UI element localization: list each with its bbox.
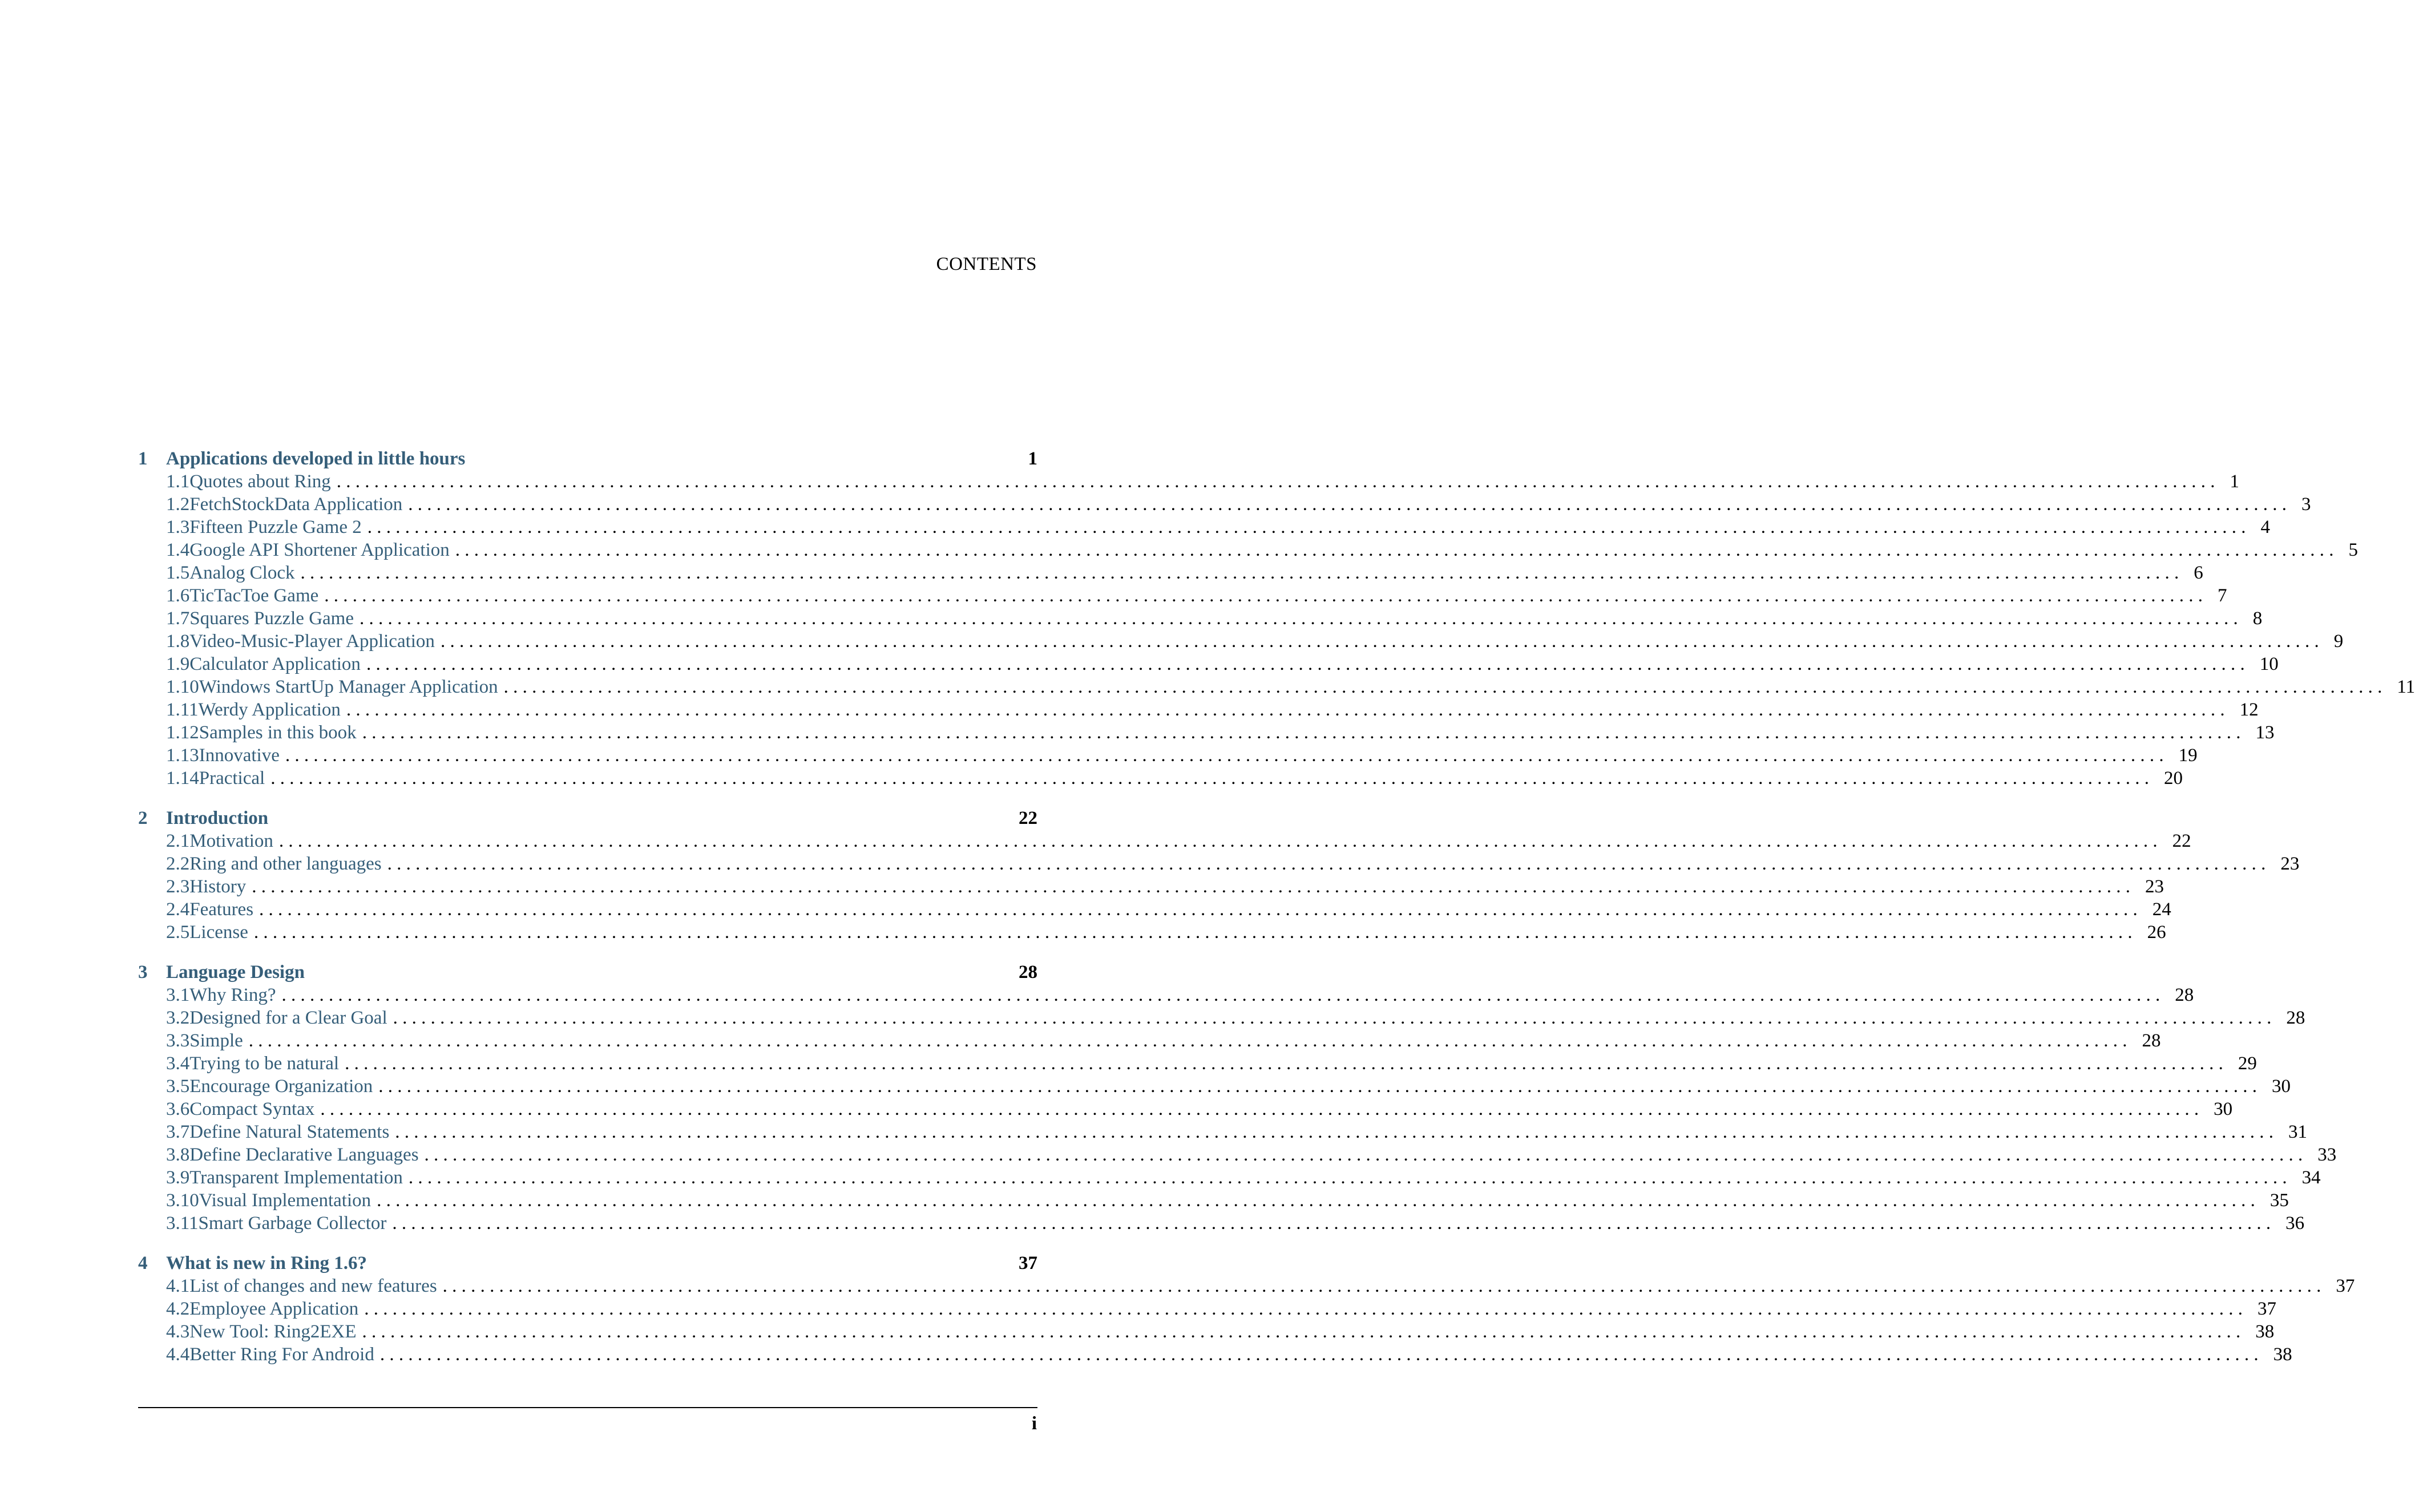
toc-chapter [138, 962, 2337, 1236]
chapter-number: 1 [138, 448, 148, 469]
section-number: 2.2 [166, 854, 190, 874]
toc-section-link[interactable] [138, 922, 2166, 945]
section-page: 8 [2252, 608, 2263, 629]
section-number: 1.6 [166, 585, 190, 606]
dot-leader: . . . . . . . . . . . . . . . . . . . . . . . . . . . . . . . . . . . . . . . . . . . . . . . . . . . . . . . . . . . . . . . . . . . . . . . . . . . . . . . . . . . . . . . . . . . . . . . . . . . . . . . . . . . . . . . . . . . . . . . . . . . . . . . . . . . . . . . . . . . . . . . . . . . . . . . . . . . . . . . . . . . . . . . . . . . . . . . . . . . . . . . . . . . . . . . . . . . . . . . . [345, 1053, 2223, 1074]
chapter-page: 22 [1019, 808, 1037, 828]
section-page: 30 [2272, 1076, 2291, 1097]
chapter-number: 2 [138, 808, 148, 828]
dot-leader: . . . . . . . . . . . . . . . . . . . . . . . . . . . . . . . . . . . . . . . . . . . . . . . . . . . . . . . . . . . . . . . . . . . . . . . . . . . . . . . . . . . . . . . . . . . . . . . . . . . . . . . . . . . . . . . . . . . . . . . . . . . . . . . . . . . . . . . . . . . . . . . . . . . . . . . . . . . . . . . . . . . . . . . . . . . . . . . . . . . . . . . . . . . . . . . . . . . . . . . . [392, 1213, 2271, 1234]
section-title: History [189, 876, 247, 897]
section-title: Innovative [199, 745, 280, 766]
toc-chapter-link[interactable] [138, 448, 1037, 471]
dot-leader: . . . . . . . . . . . . . . . . . . . . . . . . . . . . . . . . . . . . . . . . . . . . . . . . . . . . . . . . . . . . . . . . . . . . . . . . . . . . . . . . . . . . . . . . . . . . . . . . . . . . . . . . . . . . . . . . . . . . . . . . . . . . . . . . . . . . . . . . . . . . . . . . . . . . . . . . . . . . . . . . . . . . . . . . . . . . . . . . . . . . . . . . . . . . . . . . . . . . . . . . [395, 1122, 2274, 1142]
toc-section-link[interactable] [138, 1145, 2337, 1167]
toc-section-link[interactable] [138, 563, 2203, 585]
dot-leader: . . . . . . . . . . . . . . . . . . . . . . . . . . . . . . . . . . . . . . . . . . . . . . . . . . . . . . . . . . . . . . . . . . . . . . . . . . . . . . . . . . . . . . . . . . . . . . . . . . . . . . . . . . . . . . . . . . . . . . . . . . . . . . . . . . . . . . . . . . . . . . . . . . . . . . . . . . . . . . . . . . . . . . . . . . . . . . . . . . . . . . . . . . . . . . . . . . . . . . . . [281, 985, 2160, 1005]
section-number: 1.12 [166, 722, 199, 743]
section-title: Define Natural Statements [189, 1122, 390, 1142]
toc-section-link[interactable] [138, 494, 2311, 517]
dot-leader: . . . . . . . . . . . . . . . . . . . . . . . . . . . . . . . . . . . . . . . . . . . . . . . . . . . . . . . . . . . . . . . . . . . . . . . . . . . . . . . . . . . . . . . . . . . . . . . . . . . . . . . . . . . . . . . . . . . . . . . . . . . . . . . . . . . . . . . . . . . . . . . . . . . . . . . . . . . . . . . . . . . . . . . . . . . . . . . . . . . . . . . . . . . . . . . . . . . . . . . . [320, 1099, 2199, 1119]
section-title: Designed for a Clear Goal [189, 1008, 387, 1028]
section-page: 24 [2152, 899, 2171, 920]
toc-section-link[interactable] [138, 700, 2259, 722]
section-page: 37 [2336, 1276, 2355, 1296]
section-number: 1.2 [166, 494, 190, 515]
section-page: 31 [2288, 1122, 2308, 1142]
section-number: 3.8 [166, 1145, 190, 1165]
dot-leader: . . . . . . . . . . . . . . . . . . . . . . . . . . . . . . . . . . . . . . . . . . . . . . . . . . . . . . . . . . . . . . . . . . . . . . . . . . . . . . . . . . . . . . . . . . . . . . . . . . . . . . . . . . . . . . . . . . . . . . . . . . . . . . . . . . . . . . . . . . . . . . . . . . . . . . . . . . . . . . . . . . . . . . . . . . . . . . . . . . . . . . . . . . . . . . . . . . . . . . . . [408, 494, 2287, 515]
section-number: 1.10 [166, 677, 199, 697]
section-number: 2.4 [166, 899, 190, 920]
toc-section-link[interactable] [138, 1167, 2321, 1190]
toc-section-link[interactable] [138, 899, 2171, 922]
dot-leader: . . . . . . . . . . . . . . . . . . . . . . . . . . . . . . . . . . . . . . . . . . . . . . . . . . . . . . . . . . . . . . . . . . . . . . . . . . . . . . . . . . . . . . . . . . . . . . . . . . . . . . . . . . . . . . . . . . . . . . . . . . . . . . . . . . . . . . . . . . . . . . . . . . . . . . . . . . . . . . . . . . . . . . . . . . . . . . . . . . . . . . . . . . . . . . . . . . . . . . . . [378, 1076, 2258, 1097]
section-number: 3.1 [166, 985, 190, 1005]
toc-section-link[interactable] [138, 722, 2275, 745]
section-page: 33 [2317, 1145, 2337, 1165]
toc-section-link[interactable] [138, 1213, 2305, 1236]
section-title: Better Ring For Android [189, 1344, 374, 1365]
toc-chapter [138, 808, 2300, 945]
chapter-page: 1 [1028, 448, 1037, 469]
section-title: Motivation [189, 831, 273, 851]
toc-section-link[interactable] [138, 517, 2270, 540]
toc-chapter-link[interactable] [138, 962, 1037, 985]
dot-leader: . . . . . . . . . . . . . . . . . . . . . . . . . . . . . . . . . . . . . . . . . . . . . . . . . . . . . . . . . . . . . . . . . . . . . . . . . . . . . . . . . . . . . . . . . . . . . . . . . . . . . . . . . . . . . . . . . . . . . . . . . . . . . . . . . . . . . . . . . . . . . . . . . . . . . . . . . . . . . . . . . . . . . . . . . . . . . . . . . . . . . . . . . . . . . . . . . . . . . . . . [360, 608, 2238, 629]
footer-rule [138, 1407, 1037, 1408]
section-number: 3.2 [166, 1008, 190, 1028]
chapter-title: What is new in Ring 1.6? [166, 1253, 368, 1274]
section-title: Encourage Organization [189, 1076, 373, 1097]
toc-section-link[interactable] [138, 854, 2300, 876]
dot-leader: . . . . . . . . . . . . . . . . . . . . . . . . . . . . . . . . . . . . . . . . . . . . . . . . . . . . . . . . . . . . . . . . . . . . . . . . . . . . . . . . . . . . . . . . . . . . . . . . . . . . . . . . . . . . . . . . . . . . . . . . . . . . . . . . . . . . . . . . . . . . . . . . . . . . . . . . . . . . . . . . . . . . . . . . . . . . . . . . . . . . . . . . . . . . . . . . . . . . . . . . [300, 563, 2179, 583]
section-page: 6 [2194, 563, 2203, 583]
dot-leader: . . . . . . . . . . . . . . . . . . . . . . . . . . . . . . . . . . . . . . . . . . . . . . . . . . . . . . . . . . . . . . . . . . . . . . . . . . . . . . . . . . . . . . . . . . . . . . . . . . . . . . . . . . . . . . . . . . . . . . . . . . . . . . . . . . . . . . . . . . . . . . . . . . . . . . . . . . . . . . . . . . . . . . . . . . . . . . . . . . . . . . . . . . . . . . . . . . . . . . . . [253, 922, 2133, 943]
dot-leader: . . . . . . . . . . . . . . . . . . . . . . . . . . . . . . . . . . . . . . . . . . . . . . . . . . . . . . . . . . . . . . . . . . . . . . . . . . . . . . . . . . . . . . . . . . . . . . . . . . . . . . . . . . . . . . . . . . . . . . . . . . . . . . . . . . . . . . . . . . . . . . . . . . . . . . . . . . . . . . . . . . . . . . . . . . . . . . . . . . . . . . . . . . . . . . . . . . . . . . . . [362, 1321, 2241, 1342]
toc-chapter-link[interactable] [138, 808, 1037, 831]
section-title: Smart Garbage Collector [198, 1213, 387, 1234]
section-title: Simple [189, 1030, 243, 1051]
section-number: 4.4 [166, 1344, 190, 1365]
section-number: 1.3 [166, 517, 190, 537]
toc-section-link[interactable] [138, 1053, 2257, 1076]
section-page: 11 [2397, 677, 2415, 697]
toc-chapter-link[interactable] [138, 1253, 1037, 1276]
dot-leader: . . . . . . . . . . . . . . . . . . . . . . . . . . . . . . . . . . . . . . . . . . . . . . . . . . . . . . . . . . . . . . . . . . . . . . . . . . . . . . . . . . . . . . . . . . . . . . . . . . . . . . . . . . . . . . . . . . . . . . . . . . . . . . . . . . . . . . . . . . . . . . . . . . . . . . . . . . . . . . . . . . . . . . . . . . . . . . . . . . . . . . . . . . . . . . . . . . . . . . . . [364, 1299, 2243, 1319]
dot-leader: . . . . . . . . . . . . . . . . . . . . . . . . . . . . . . . . . . . . . . . . . . . . . . . . . . . . . . . . . . . . . . . . . . . . . . . . . . . . . . . . . . . . . . . . . . . . . . . . . . . . . . . . . . . . . . . . . . . . . . . . . . . . . . . . . . . . . . . . . . . . . . . . . . . . . . . . . . . . . . . . . . . . . . . . . . . . . . . . . . . . . . . . . . . . . . . . . . . . . . . . [248, 1030, 2127, 1051]
section-page: 9 [2333, 631, 2344, 652]
section-title: FetchStockData Application [189, 494, 403, 515]
section-page: 35 [2269, 1190, 2289, 1211]
section-title: Video-Music-Player Application [189, 631, 435, 652]
section-title: Squares Puzzle Game [189, 608, 354, 629]
section-page: 28 [2286, 1008, 2305, 1028]
toc-section-link[interactable] [138, 1276, 2355, 1299]
toc-section-link[interactable] [138, 631, 2344, 654]
section-number: 1.4 [166, 540, 190, 560]
section-title: Werdy Application [198, 700, 341, 720]
section-number: 3.9 [166, 1167, 190, 1188]
section-page: 7 [2218, 585, 2227, 606]
section-number: 2.1 [166, 831, 190, 851]
section-page: 5 [2348, 540, 2359, 560]
section-number: 3.5 [166, 1076, 190, 1097]
toc-section-link[interactable] [138, 768, 2183, 791]
section-page: 10 [2259, 654, 2279, 674]
dot-leader: . . . . . . . . . . . . . . . . . . . . . . . . . . . . . . . . . . . . . . . . . . . . . . . . . . . . . . . . . . . . . . . . . . . . . . . . . . . . . . . . . . . . . . . . . . . . . . . . . . . . . . . . . . . . . . . . . . . . . . . . . . . . . . . . . . . . . . . . . . . . . . . . . . . . . . . . . . . . . . . . . . . . . . . . . . . . . . . . . . . . . . . . . . . . . . . . . . . . . . . . [503, 677, 2382, 697]
section-number: 1.9 [166, 654, 190, 674]
section-title: Compact Syntax [189, 1099, 315, 1119]
section-number: 1.7 [166, 608, 190, 629]
section-number: 1.13 [166, 745, 199, 766]
running-header: CONTENTS [936, 254, 1037, 274]
dot-leader: . . . . . . . . . . . . . . . . . . . . . . . . . . . . . . . . . . . . . . . . . . . . . . . . . . . . . . . . . . . . . . . . . . . . . . . . . . . . . . . . . . . . . . . . . . . . . . . . . . . . . . . . . . . . . . . . . . . . . . . . . . . . . . . . . . . . . . . . . . . . . . . . . . . . . . . . . . . . . . . . . . . . . . . . . . . . . . . . . . . . . . . . . . . . . . . . . . . . . . . . [366, 654, 2245, 674]
toc-section-link[interactable] [138, 1299, 2277, 1321]
section-title: Features [189, 899, 254, 920]
section-title: Employee Application [189, 1299, 359, 1319]
dot-leader: . . . . . . . . . . . . . . . . . . . . . . . . . . . . . . . . . . . . . . . . . . . . . . . . . . . . . . . . . . . . . . . . . . . . . . . . . . . . . . . . . . . . . . . . . . . . . . . . . . . . . . . . . . . . . . . . . . . . . . . . . . . . . . . . . . . . . . . . . . . . . . . . . . . . . . . . . . . . . . . . . . . . . . . . . . . . . . . . . . . . . . . . . . . . . . . . . . . . . . . . [393, 1008, 2272, 1028]
dot-leader: . . . . . . . . . . . . . . . . . . . . . . . . . . . . . . . . . . . . . . . . . . . . . . . . . . . . . . . . . . . . . . . . . . . . . . . . . . . . . . . . . . . . . . . . . . . . . . . . . . . . . . . . . . . . . . . . . . . . . . . . . . . . . . . . . . . . . . . . . . . . . . . . . . . . . . . . . . . . . . . . . . . . . . . . . . . . . . . . . . . . . . . . . . . . . . . . . . . . . . . . [362, 722, 2241, 743]
dot-leader: . . . . . . . . . . . . . . . . . . . . . . . . . . . . . . . . . . . . . . . . . . . . . . . . . . . . . . . . . . . . . . . . . . . . . . . . . . . . . . . . . . . . . . . . . . . . . . . . . . . . . . . . . . . . . . . . . . . . . . . . . . . . . . . . . . . . . . . . . . . . . . . . . . . . . . . . . . . . . . . . . . . . . . . . . . . . . . . . . . . . . . . . . . . . . . . . . . . . . . . . [442, 1276, 2321, 1296]
dot-leader: . . . . . . . . . . . . . . . . . . . . . . . . . . . . . . . . . . . . . . . . . . . . . . . . . . . . . . . . . . . . . . . . . . . . . . . . . . . . . . . . . . . . . . . . . . . . . . . . . . . . . . . . . . . . . . . . . . . . . . . . . . . . . . . . . . . . . . . . . . . . . . . . . . . . . . . . . . . . . . . . . . . . . . . . . . . . . . . . . . . . . . . . . . . . . . . . . . . . . . . . [285, 745, 2164, 766]
section-number: 4.1 [166, 1276, 190, 1296]
section-number: 2.3 [166, 876, 190, 897]
toc-section-link[interactable] [138, 1344, 2292, 1367]
section-page: 3 [2301, 494, 2311, 515]
toc-chapter [138, 1253, 2355, 1367]
section-title: TicTacToe Game [189, 585, 319, 606]
section-title: Transparent Implementation [189, 1167, 403, 1188]
section-page: 20 [2163, 768, 2183, 789]
dot-leader: . . . . . . . . . . . . . . . . . . . . . . . . . . . . . . . . . . . . . . . . . . . . . . . . . . . . . . . . . . . . . . . . . . . . . . . . . . . . . . . . . . . . . . . . . . . . . . . . . . . . . . . . . . . . . . . . . . . . . . . . . . . . . . . . . . . . . . . . . . . . . . . . . . . . . . . . . . . . . . . . . . . . . . . . . . . . . . . . . . . . . . . . . . . . . . . . . . . . . . . . [408, 1167, 2287, 1188]
toc-section-link[interactable] [138, 745, 2198, 768]
dot-leader: . . . . . . . . . . . . . . . . . . . . . . . . . . . . . . . . . . . . . . . . . . . . . . . . . . . . . . . . . . . . . . . . . . . . . . . . . . . . . . . . . . . . . . . . . . . . . . . . . . . . . . . . . . . . . . . . . . . . . . . . . . . . . . . . . . . . . . . . . . . . . . . . . . . . . . . . . . . . . . . . . . . . . . . . . . . . . . . . . . . . . . . . . . . . . . . . . . . . . . . . [387, 854, 2266, 874]
section-number: 3.7 [166, 1122, 190, 1142]
section-title: Samples in this book [199, 722, 357, 743]
section-title: Calculator Application [189, 654, 361, 674]
chapter-number: 3 [138, 962, 148, 983]
section-number: 1.11 [166, 700, 199, 720]
page-number: i [1031, 1413, 1037, 1434]
toc-section-link[interactable] [138, 1076, 2291, 1099]
dot-leader: . . . . . . . . . . . . . . . . . . . . . . . . . . . . . . . . . . . . . . . . . . . . . . . . . . . . . . . . . . . . . . . . . . . . . . . . . . . . . . . . . . . . . . . . . . . . . . . . . . . . . . . . . . . . . . . . . . . . . . . . . . . . . . . . . . . . . . . . . . . . . . . . . . . . . . . . . . . . . . . . . . . . . . . . . . . . . . . . . . . . . . . . . . . . . . . . . . . . . . . . [346, 700, 2225, 720]
section-title: List of changes and new features [189, 1276, 437, 1296]
section-page: 37 [2258, 1299, 2277, 1319]
section-page: 22 [2172, 831, 2191, 851]
section-title: Ring and other languages [189, 854, 382, 874]
section-number: 3.10 [166, 1190, 199, 1211]
toc-section-link[interactable] [138, 608, 2263, 631]
section-page: 30 [2214, 1099, 2233, 1119]
toc-section-link[interactable] [138, 1008, 2305, 1030]
toc-section-link[interactable] [138, 471, 2239, 494]
dot-leader: . . . . . . . . . . . . . . . . . . . . . . . . . . . . . . . . . . . . . . . . . . . . . . . . . . . . . . . . . . . . . . . . . . . . . . . . . . . . . . . . . . . . . . . . . . . . . . . . . . . . . . . . . . . . . . . . . . . . . . . . . . . . . . . . . . . . . . . . . . . . . . . . . . . . . . . . . . . . . . . . . . . . . . . . . . . . . . . . . . . . . . . . . . . . . . . . . . . . . . . . [270, 768, 2149, 789]
section-page: 23 [2145, 876, 2164, 897]
section-title: Quotes about Ring [189, 471, 331, 492]
section-title: Practical [199, 768, 265, 789]
dot-leader: . . . . . . . . . . . . . . . . . . . . . . . . . . . . . . . . . . . . . . . . . . . . . . . . . . . . . . . . . . . . . . . . . . . . . . . . . . . . . . . . . . . . . . . . . . . . . . . . . . . . . . . . . . . . . . . . . . . . . . . . . . . . . . . . . . . . . . . . . . . . . . . . . . . . . . . . . . . . . . . . . . . . . . . . . . . . . . . . . . . . . . . . . . . . . . . . . . . . . . . . [440, 631, 2319, 652]
section-number: 3.6 [166, 1099, 190, 1119]
toc-section-link[interactable] [138, 1030, 2161, 1053]
dot-leader: . . . . . . . . . . . . . . . . . . . . . . . . . . . . . . . . . . . . . . . . . . . . . . . . . . . . . . . . . . . . . . . . . . . . . . . . . . . . . . . . . . . . . . . . . . . . . . . . . . . . . . . . . . . . . . . . . . . . . . . . . . . . . . . . . . . . . . . . . . . . . . . . . . . . . . . . . . . . . . . . . . . . . . . . . . . . . . . . . . . . . . . . . . . . . . . . . . . . . . . . [379, 1344, 2259, 1365]
section-page: 13 [2255, 722, 2275, 743]
chapter-title: Applications developed in little hours [166, 448, 466, 469]
toc-section-link[interactable] [138, 677, 2415, 700]
section-title: Define Declarative Languages [189, 1145, 419, 1165]
chapter-number: 4 [138, 1253, 148, 1274]
section-page: 28 [2175, 985, 2194, 1005]
section-number: 4.3 [166, 1321, 190, 1342]
section-number: 1.8 [166, 631, 190, 652]
toc-chapter [138, 448, 2415, 791]
dot-leader: . . . . . . . . . . . . . . . . . . . . . . . . . . . . . . . . . . . . . . . . . . . . . . . . . . . . . . . . . . . . . . . . . . . . . . . . . . . . . . . . . . . . . . . . . . . . . . . . . . . . . . . . . . . . . . . . . . . . . . . . . . . . . . . . . . . . . . . . . . . . . . . . . . . . . . . . . . . . . . . . . . . . . . . . . . . . . . . . . . . . . . . . . . . . . . . . . . . . . . . . [377, 1190, 2255, 1211]
dot-leader: . . . . . . . . . . . . . . . . . . . . . . . . . . . . . . . . . . . . . . . . . . . . . . . . . . . . . . . . . . . . . . . . . . . . . . . . . . . . . . . . . . . . . . . . . . . . . . . . . . . . . . . . . . . . . . . . . . . . . . . . . . . . . . . . . . . . . . . . . . . . . . . . . . . . . . . . . . . . . . . . . . . . . . . . . . . . . . . . . . . . . . . . . . . . . . . . . . . . . . . . [424, 1145, 2303, 1165]
toc-section-link[interactable] [138, 540, 2359, 563]
section-number: 3.4 [166, 1053, 190, 1074]
toc-section-link[interactable] [138, 985, 2194, 1008]
section-page: 36 [2285, 1213, 2305, 1234]
toc-section-link[interactable] [138, 831, 2191, 854]
section-page: 26 [2147, 922, 2166, 943]
section-page: 23 [2280, 854, 2300, 874]
toc-section-link[interactable] [138, 585, 2227, 608]
dot-leader: . . . . . . . . . . . . . . . . . . . . . . . . . . . . . . . . . . . . . . . . . . . . . . . . . . . . . . . . . . . . . . . . . . . . . . . . . . . . . . . . . . . . . . . . . . . . . . . . . . . . . . . . . . . . . . . . . . . . . . . . . . . . . . . . . . . . . . . . . . . . . . . . . . . . . . . . . . . . . . . . . . . . . . . . . . . . . . . . . . . . . . . . . . . . . . . . . . . . . . . . [252, 876, 2130, 897]
section-page: 38 [2273, 1344, 2292, 1365]
section-page: 38 [2255, 1321, 2275, 1342]
chapter-title: Language Design [166, 962, 305, 983]
section-page: 29 [2238, 1053, 2257, 1074]
dot-leader: . . . . . . . . . . . . . . . . . . . . . . . . . . . . . . . . . . . . . . . . . . . . . . . . . . . . . . . . . . . . . . . . . . . . . . . . . . . . . . . . . . . . . . . . . . . . . . . . . . . . . . . . . . . . . . . . . . . . . . . . . . . . . . . . . . . . . . . . . . . . . . . . . . . . . . . . . . . . . . . . . . . . . . . . . . . . . . . . . . . . . . . . . . . . . . . . . . . . . . . . [278, 831, 2158, 851]
section-page: 19 [2178, 745, 2198, 766]
section-number: 3.3 [166, 1030, 190, 1051]
chapter-page: 28 [1019, 962, 1037, 983]
section-number: 4.2 [166, 1299, 190, 1319]
section-number: 1.14 [166, 768, 199, 789]
section-title: Analog Clock [189, 563, 295, 583]
chapter-title: Introduction [166, 808, 269, 828]
section-page: 28 [2142, 1030, 2161, 1051]
section-number: 2.5 [166, 922, 190, 943]
section-title: Google API Shortener Application [189, 540, 450, 560]
dot-leader: . . . . . . . . . . . . . . . . . . . . . . . . . . . . . . . . . . . . . . . . . . . . . . . . . . . . . . . . . . . . . . . . . . . . . . . . . . . . . . . . . . . . . . . . . . . . . . . . . . . . . . . . . . . . . . . . . . . . . . . . . . . . . . . . . . . . . . . . . . . . . . . . . . . . . . . . . . . . . . . . . . . . . . . . . . . . . . . . . . . . . . . . . . . . . . . . . . . . . . . . [336, 471, 2215, 492]
toc-section-link[interactable] [138, 1190, 2289, 1213]
section-title: Why Ring? [189, 985, 276, 1005]
section-page: 12 [2239, 700, 2259, 720]
toc-section-link[interactable] [138, 654, 2279, 677]
dot-leader: . . . . . . . . . . . . . . . . . . . . . . . . . . . . . . . . . . . . . . . . . . . . . . . . . . . . . . . . . . . . . . . . . . . . . . . . . . . . . . . . . . . . . . . . . . . . . . . . . . . . . . . . . . . . . . . . . . . . . . . . . . . . . . . . . . . . . . . . . . . . . . . . . . . . . . . . . . . . . . . . . . . . . . . . . . . . . . . . . . . . . . . . . . . . . . . . . . . . . . . . [324, 585, 2203, 606]
section-title: Visual Implementation [199, 1190, 371, 1211]
toc-section-link[interactable] [138, 1122, 2308, 1145]
section-title: License [189, 922, 248, 943]
section-number: 3.11 [166, 1213, 199, 1234]
section-title: Windows StartUp Manager Application [199, 677, 498, 697]
chapter-page: 37 [1019, 1253, 1037, 1274]
section-number: 1.1 [166, 471, 190, 492]
dot-leader: . . . . . . . . . . . . . . . . . . . . . . . . . . . . . . . . . . . . . . . . . . . . . . . . . . . . . . . . . . . . . . . . . . . . . . . . . . . . . . . . . . . . . . . . . . . . . . . . . . . . . . . . . . . . . . . . . . . . . . . . . . . . . . . . . . . . . . . . . . . . . . . . . . . . . . . . . . . . . . . . . . . . . . . . . . . . . . . . . . . . . . . . . . . . . . . . . . . . . . . . [455, 540, 2334, 560]
dot-leader: . . . . . . . . . . . . . . . . . . . . . . . . . . . . . . . . . . . . . . . . . . . . . . . . . . . . . . . . . . . . . . . . . . . . . . . . . . . . . . . . . . . . . . . . . . . . . . . . . . . . . . . . . . . . . . . . . . . . . . . . . . . . . . . . . . . . . . . . . . . . . . . . . . . . . . . . . . . . . . . . . . . . . . . . . . . . . . . . . . . . . . . . . . . . . . . . . . . . . . . . [367, 517, 2246, 537]
table-of-contents [138, 448, 2415, 1384]
toc-section-link[interactable] [138, 876, 2164, 899]
section-title: Trying to be natural [189, 1053, 340, 1074]
section-title: Fifteen Puzzle Game 2 [189, 517, 362, 537]
section-page: 4 [2260, 517, 2270, 537]
section-page: 34 [2301, 1167, 2321, 1188]
toc-section-link[interactable] [138, 1321, 2275, 1344]
toc-section-link[interactable] [138, 1099, 2233, 1122]
section-number: 1.5 [166, 563, 190, 583]
section-page: 1 [2230, 471, 2239, 492]
section-title: New Tool: Ring2EXE [189, 1321, 357, 1342]
dot-leader: . . . . . . . . . . . . . . . . . . . . . . . . . . . . . . . . . . . . . . . . . . . . . . . . . . . . . . . . . . . . . . . . . . . . . . . . . . . . . . . . . . . . . . . . . . . . . . . . . . . . . . . . . . . . . . . . . . . . . . . . . . . . . . . . . . . . . . . . . . . . . . . . . . . . . . . . . . . . . . . . . . . . . . . . . . . . . . . . . . . . . . . . . . . . . . . . . . . . . . . . [259, 899, 2138, 920]
